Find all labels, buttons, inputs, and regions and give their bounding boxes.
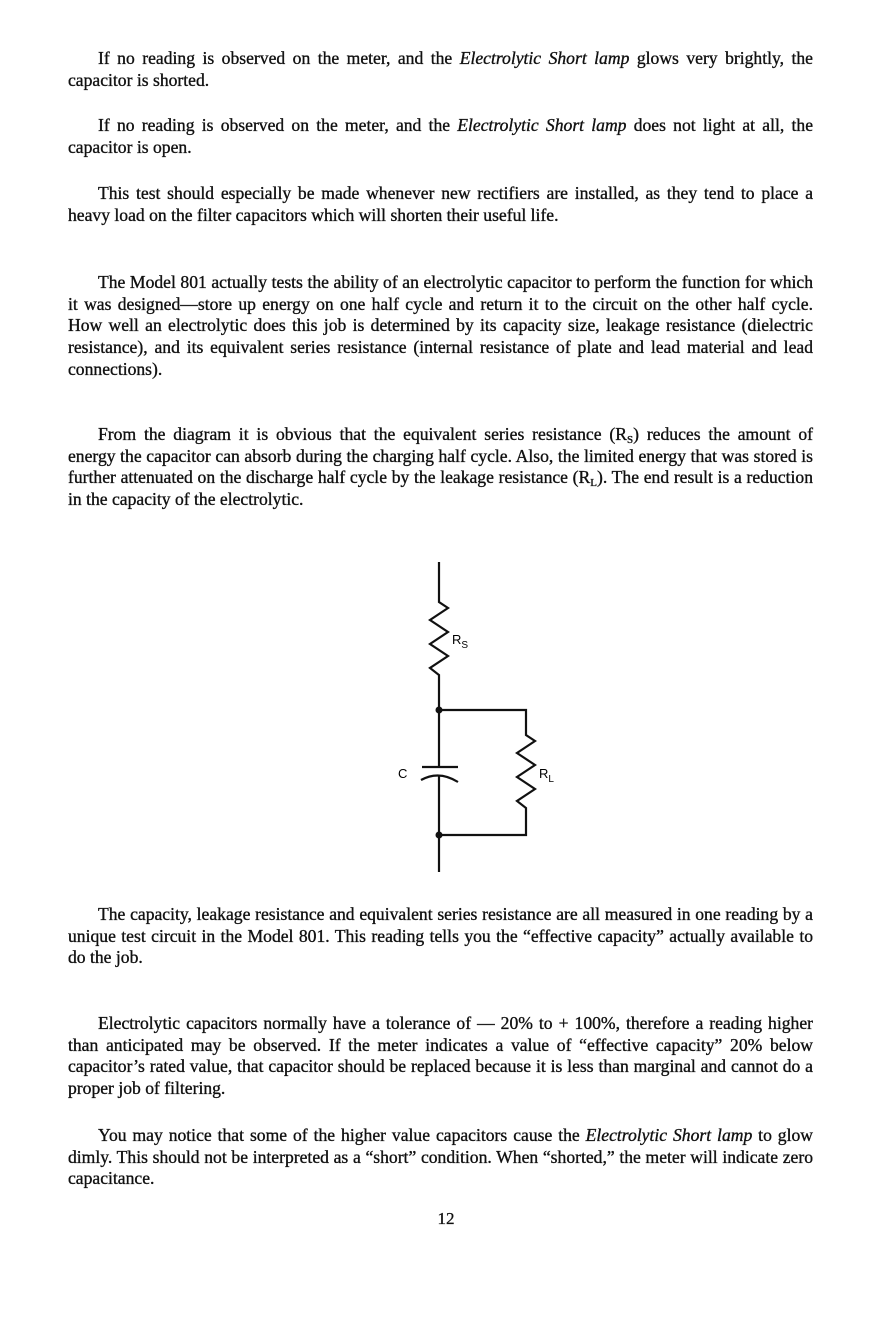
lamp-name: Electrolytic Short lamp — [585, 1125, 753, 1145]
node-bottom — [436, 832, 443, 839]
text: This test should especially be made whenever new rectifiers are installed, as they tend to place a heavy load on the filter capacitors which will shorten their useful life. — [68, 183, 813, 225]
text: ). The end result is a reduction in the capacity of the electrolytic. — [68, 467, 813, 510]
c-label: C — [398, 766, 408, 781]
text: glows very brightly, the capacitor is shorted. — [68, 48, 813, 90]
text: If no reading is observed on the meter, and the — [98, 48, 460, 68]
paragraph-unique-test — [68, 904, 813, 969]
rl-label: $R_L$ — [539, 766, 554, 785]
text: The Model 801 actually tests the ability of an electrolytic capacitor to perform the function for which it was designed—store up energy on one half cycle and return it to the circuit on the other half cycle. How well an electrolytic does this job is determined by its capacity size, leakage resistance (dielectric resistance), and its equivalent series resistance (internal resistance of plate and lead material and lead connections). — [68, 272, 813, 379]
node-top — [436, 707, 443, 714]
text: ) reduces the amount of energy the capacitor can absorb during the charging half cycle. Also, the limited energy that was stored is further attenuated on the discharge half cycle by the leakage resistance (R — [68, 424, 814, 488]
subscript: L — [590, 477, 598, 490]
subscript: S — [626, 434, 634, 446]
paragraph-dim-glow — [68, 1125, 813, 1190]
lamp-name: Electrolytic Short lamp — [459, 48, 630, 68]
lamp-name: Electrolytic Short lamp — [457, 115, 627, 135]
text: to glow dimly. This should not be interpreted as a “short” condition. When “shorted,” the meter will indicate zero capacitance. — [68, 1125, 813, 1189]
rs-label: $R_S$ — [452, 632, 469, 651]
text: does not light at all, the capacitor is open. — [68, 115, 813, 157]
wire — [439, 710, 535, 835]
text: You may notice that some of the higher value capacitors cause the — [98, 1125, 586, 1145]
text: From the diagram it is obvious that the equivalent series resistance (R — [98, 424, 627, 444]
text: Electrolytic capacitors normally have a tolerance of — 20% to + 100%, therefore a reading higher than anticipated may be observed. If the meter indicates a value of “effective capacity” 20% below capacitor’s rated value, that capacitor should be replaced because it is less than marginal and cannot do a proper job of filtering. — [68, 1013, 813, 1099]
text: If no reading is observed on the meter, and the — [98, 115, 458, 135]
paragraph-tolerance — [68, 1013, 813, 1100]
rs-resistor — [430, 562, 448, 710]
text: The capacity, leakage resistance and equivalent series resistance are all measured in one reading by a unique test circuit in the Model 801. This reading tells you the “effective capacity” actually available to do the job. — [68, 904, 813, 968]
page-number: 12 — [437, 1209, 455, 1228]
